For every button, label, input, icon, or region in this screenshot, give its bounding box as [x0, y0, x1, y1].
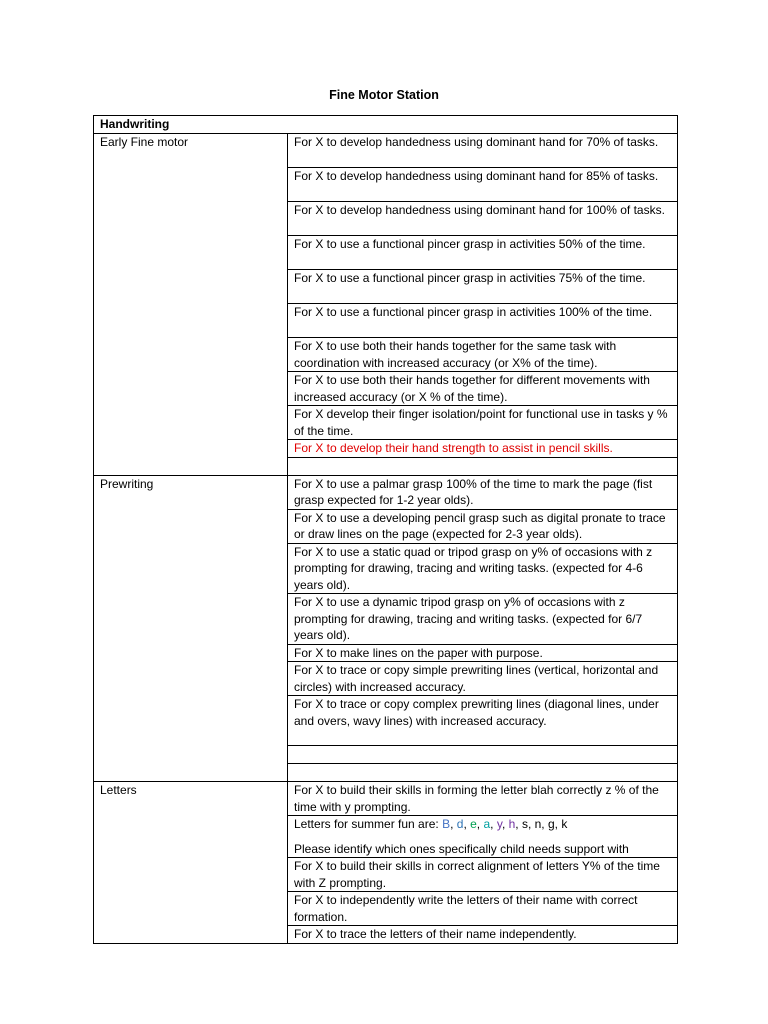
remaining-letters: s, n, g, k: [521, 817, 568, 831]
summer-letters-prefix: Letters for summer fun are:: [294, 817, 443, 831]
goal-cell: For X to use a palmar grasp 100% of the time to mark the page (fist grasp expected for 1-2 year olds).: [288, 475, 678, 509]
goal-cell: For X to develop handedness using dominant hand for 100% of tasks.: [288, 202, 678, 236]
goals-table: [93, 115, 678, 944]
category-early-fine-motor: Early Fine motor: [94, 134, 288, 476]
letter-y: y: [496, 817, 502, 831]
goal-cell: For X develop their finger isolation/point for functional use in tasks y % of the time.: [288, 406, 678, 440]
goal-cell: For X to use both their hands together for the same task with coordination with increased accuracy (or X% of the time).: [288, 338, 678, 372]
empty-cell: [288, 457, 678, 475]
separator: ,: [450, 817, 457, 831]
goal-cell: For X to use a functional pincer grasp in activities 75% of the time.: [288, 270, 678, 304]
goal-cell: For X to make lines on the paper with purpose.: [288, 644, 678, 662]
category-letters: Letters: [94, 782, 288, 944]
separator: ,: [490, 817, 497, 831]
goal-cell: For X to use both their hands together for different movements with increased accuracy (or X % of the time).: [288, 372, 678, 406]
support-note: Please identify which ones specifically child needs support with: [294, 841, 629, 856]
separator: ,: [463, 817, 471, 831]
table-row: [94, 782, 678, 816]
goal-cell: For X to use a dynamic tripod grasp on y% of occasions with z prompting for drawing, tracing and writing tasks. (expected for 6/7 years old).: [288, 594, 678, 645]
goal-cell: For X to develop handedness using dominant hand for 70% of tasks.: [288, 134, 678, 168]
goal-cell: For X to trace or copy simple prewriting lines (vertical, horizontal and circles) with increased accuracy.: [288, 662, 678, 696]
letter-b: B: [442, 817, 451, 831]
empty-cell: [288, 746, 678, 764]
goal-cell: For X to use a functional pincer grasp in activities 50% of the time.: [288, 236, 678, 270]
goal-cell: For X to use a developing pencil grasp such as digital pronate to trace or draw lines on the page (expected for 2-3 year olds).: [288, 509, 678, 543]
goal-cell: For X to build their skills in correct alignment of letters Y% of the time with Z prompting.: [288, 858, 678, 892]
summer-letters-cell: [288, 816, 678, 858]
separator: ,: [515, 817, 522, 831]
goal-cell: For X to trace or copy complex prewriting lines (diagonal lines, under and overs, wavy lines) with increased accuracy.: [288, 696, 678, 746]
empty-cell: [288, 764, 678, 782]
goal-cell: For X to build their skills in forming the letter blah correctly z % of the time with y prompting.: [288, 782, 678, 816]
goal-cell: For X to develop handedness using dominant hand for 85% of tasks.: [288, 168, 678, 202]
section-header: Handwriting: [94, 116, 678, 134]
goal-cell: For X to use a functional pincer grasp in activities 100% of the time.: [288, 304, 678, 338]
goal-cell-highlighted: For X to develop their hand strength to assist in pencil skills.: [288, 440, 678, 458]
page-title: Fine Motor Station: [329, 88, 439, 102]
separator: ,: [476, 817, 484, 831]
letter-a: a: [483, 817, 491, 831]
separator: ,: [501, 817, 509, 831]
letter-h: h: [508, 817, 516, 831]
goal-cell: For X to trace the letters of their name independently.: [288, 926, 678, 944]
category-prewriting: Prewriting: [94, 475, 288, 782]
letter-d: d: [456, 817, 464, 831]
goal-cell: For X to use a static quad or tripod grasp on y% of occasions with z prompting for drawing, tracing and writing tasks. (expected for 4-6 years old).: [288, 543, 678, 594]
letter-e: e: [470, 817, 477, 831]
goal-cell: For X to independently write the letters of their name with correct formation.: [288, 892, 678, 926]
table-row: [94, 134, 678, 168]
table-row: [94, 116, 678, 134]
table-row: [94, 475, 678, 509]
